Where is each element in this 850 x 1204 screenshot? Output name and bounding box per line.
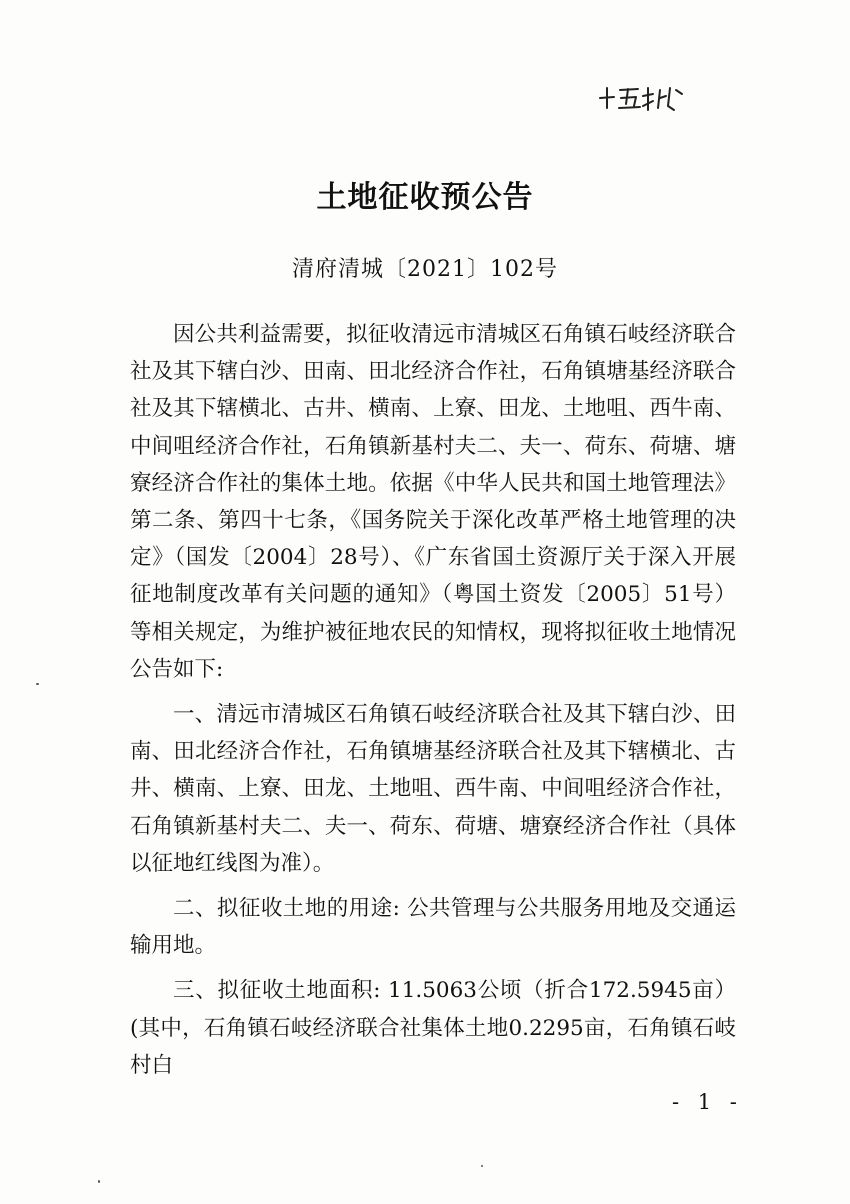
paragraph-intro: 因公共利益需要，拟征收清远市清城区石角镇石岐经济联合社及其下辖白沙、田南、田北经济合作社，石角镇塘基经济联合社及其下辖横北、古井、横南、上寮、田龙、土地咀、西牛南、中间咀经济合作社，石角镇新基村夫二、夫一、荷东、荷塘、塘寮经济合作社的集体土地。依据《中华人民共和国土地管理法》第二条、第四十七条，《国务院关于深化改革严格土地管理的决定》（国发〔2004〕28号）、《广东省国土资源厅关于深入开展征地制度改革有关问题的通知》（粤国土资发〔2005〕51号）等相关规定，为维护被征地农民的知情权，现将拟征收土地情况公告如下:	[130, 322, 736, 682]
document-number: 清府清城〔2021〕102号	[292, 257, 558, 282]
paragraph-item-3: 三、拟征收土地面积: 11.5063公顷（折合172.5945亩）(其中，石角镇石岐经济联合社集体土地0.2295亩，石角镇石岐村白	[130, 978, 736, 1078]
page-number: - 1 -	[672, 1090, 743, 1114]
announcement-body	[130, 316, 736, 1092]
scan-speck	[36, 683, 39, 685]
page-title: 土地征收预公告	[316, 180, 534, 215]
paragraph-item-2: 二、拟征收土地的用途: 公共管理与公共服务用地及交通运输用地。	[130, 896, 736, 959]
handwritten-annotation	[596, 78, 686, 118]
scan-speck	[481, 1165, 483, 1167]
paragraph-item-1: 一、清远市清城区石角镇石岐经济联合社及其下辖白沙、田南、田北经济合作社，石角镇塘基经济联合社及其下辖横北、古井、横南、上寮、田龙、土地咀、西牛南、中间咀经济合作社，石角镇新基村夫二、夫一、荷东、荷塘、塘寮经济合作社（具体以征地红线图为准）。	[130, 702, 736, 876]
scan-speck	[98, 1180, 100, 1183]
